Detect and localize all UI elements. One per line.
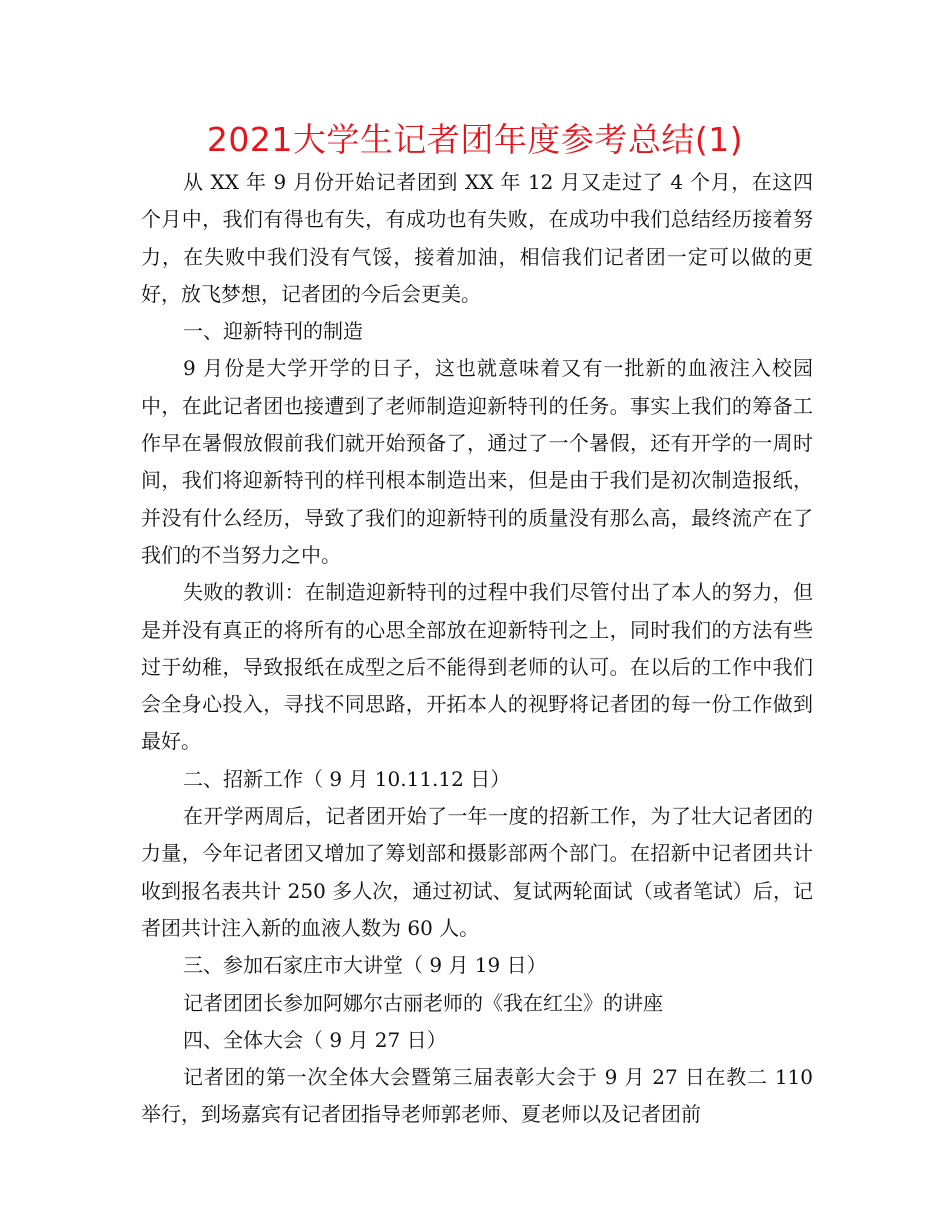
paragraph-section-2: 在开学两周后，记者团开始了一年一度的招新工作，为了壮大记者团的力量，今年记者团又增加了筹划部和摄影部两个部门。在招新中记者团共计收到报名表共计 250 多人次，通过初试、复试两轮面试（或者笔试）后，记者团共计注入新的血液人数为 60 人。 [141,804,813,940]
section-heading-2: 二、招新工作（ 9 月 10.11.12 日） [183,766,511,791]
section-heading-4: 四、全体大会（ 9 月 27 日） [183,1027,447,1052]
paragraph-section-4: 记者团的第一次全体大会暨第三届表彰大会于 9 月 27 日在教二 110 举行，到场嘉宾有记者团指导老师郭老师、夏老师以及记者团前 [141,1065,813,1127]
document-body [141,164,813,1134]
paragraph-section-1: 9 月份是大学开学的日子，这也就意味着又有一批新的血液注入校园中，在此记者团也接遭到了老师制造迎新特刊的任务。事实上我们的筹备工作早在暑假放假前我们就开始预备了，通过了一个暑假，还有开学的一周时间，我们将迎新特刊的样刊根本制造出来，但是由于我们是初次制造报纸，并没有什么经历，导致了我们的迎新特刊的质量没有那么高，最终流产在了我们的不当努力之中。 [141,356,813,567]
paragraph-section-3: 记者团团长参加阿娜尔古丽老师的《我在红尘》的讲座 [183,990,663,1015]
section-heading-3: 三、参加石家庄市大讲堂（ 9 月 19 日） [183,953,547,978]
document-title: 2021大学生记者团年度参考总结(1) [206,120,744,159]
section-heading-1: 一、迎新特刊的制造 [183,319,363,344]
paragraph-lesson: 失败的教训：在制造迎新特刊的过程中我们尽管付出了本人的努力，但是并没有真正的将所有的心思全部放在迎新特刊之上，同时我们的方法有些过于幼稚，导致报纸在成型之后不能得到老师的认可。在以后的工作中我们会全身心投入，寻找不同思路，开拓本人的视野将记者团的每一份工作做到最好。 [141,580,813,754]
paragraph-intro: 从 XX 年 9 月份开始记者团到 XX 年 12 月又走过了 4 个月，在这四个月中，我们有得也有失，有成功也有失败，在成功中我们总结经历接着努力，在失败中我们没有气馁，接着加油，相信我们记者团一定可以做的更好，放飞梦想，记者团的今后会更美。 [141,170,813,306]
